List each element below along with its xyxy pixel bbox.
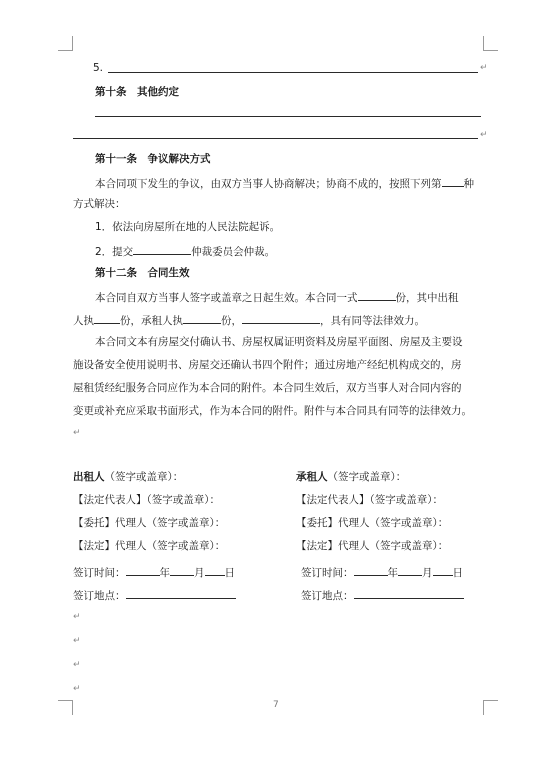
lessor-sign-time-label: 签订时间： [73,567,126,579]
clause-12-p2-line2: 施设备安全使用说明书、房屋交还确认书四个附件；通过房地产经纪机构成交的，房 [73,359,462,371]
lessee-month-label: 月 [422,567,433,579]
lessor-statutory-agent: 【法定】代理人（签字或盖章）： [73,540,226,552]
paragraph-mark: ↵ [73,660,81,670]
clause-10-line-2 [73,138,478,139]
lessee-copies-blank [183,312,221,324]
lessor-sign-place-blank [126,587,236,599]
clause-12-p1-line1 [95,289,459,305]
clause-11-arbitration-blank [133,243,191,255]
clause-11-text-c: 方式解决： [73,198,126,210]
clause-12-p1-line2 [73,312,425,328]
lessee-month-blank [398,564,422,576]
clause-12-p2-line3: 屋租赁经纪服务合同应作为本合同的附件。本合同生效后，双方当事人对合同内容的 [73,382,462,394]
other-copies-blank [242,312,320,324]
lessee-day-blank [433,564,453,576]
lessor-entrusted-agent: 【委托】代理人（签字或盖章）： [73,517,226,529]
clause-10-item5-line [108,72,478,73]
clause-12-title: 第十二条 合同生效 [95,267,190,279]
lessee-day-label: 日 [452,567,463,579]
clause-11-text-b: 种 [463,178,474,190]
lessee-statutory-agent: 【法定】代理人（签字或盖章）： [296,540,449,552]
lessee-sign-time-label: 签订时间： [301,567,354,579]
paragraph-mark: ↵ [73,428,81,438]
lessee-year-blank [354,564,388,576]
copies-total-blank [358,289,396,301]
crop-mark-top-left [58,36,73,51]
lessee-sign-place-label: 签订地点： [301,590,354,602]
lessee-sign-place [301,587,464,603]
clause-10-item5-label: 5. [93,62,104,74]
lessee-sign-place-blank [354,587,464,599]
lessee-sign-time [301,564,463,580]
lessor-month-label: 月 [194,567,205,579]
lessee-year-label: 年 [387,567,398,579]
clause-12-p1-a: 本合同自双方当事人签字或盖章之日起生效。本合同一式 [95,292,358,304]
crop-mark-top-right [483,36,498,51]
clause-12-p2-line1: 本合同文本有房屋交付确认书、房屋权属证明资料及房屋平面图、房屋及主要设 [95,336,463,348]
page-number: 7 [273,700,279,710]
clause-11-text [95,175,474,191]
lessor-day-blank [205,564,225,576]
clause-12-p1-c: 人执 [73,315,94,327]
paragraph-mark: ↵ [73,636,81,646]
lessee-title: 承租人 [296,471,328,483]
lessor-title-note: （签字或盖章）： [104,471,184,483]
clause-11-option-1: 1．依法向房屋所在地的人民法院起诉。 [95,221,281,233]
paragraph-mark: ↵ [73,684,81,694]
paragraph-mark: ↵ [480,63,488,73]
lessor-sign-place [73,587,236,603]
lessor-sign-time [73,564,235,580]
clause-11-text-a: 本合同项下发生的争议，由双方当事人协商解决；协商不成的，按照下列第 [95,178,442,190]
lessor-day-label: 日 [224,567,235,579]
lessor-sign-place-label: 签订地点： [73,590,126,602]
clause-12-p1-b: 份，其中出租 [395,292,459,304]
clause-11-option-2 [95,243,275,259]
clause-11-opt2-a: 2．提交 [95,246,134,258]
paragraph-mark: ↵ [480,130,488,140]
lessor-title-line [73,470,183,484]
lessee-title-line [296,470,406,484]
clause-10-line-1 [95,116,481,117]
lessor-month-blank [170,564,194,576]
clause-11-title: 第十一条 争议解决方式 [95,153,211,165]
lessee-legal-rep: 【法定代表人】（签字或盖章）： [296,494,443,506]
clause-12-p1-d: 份，承租人执 [120,315,183,327]
clause-10-title: 第十条 其他约定 [95,86,179,98]
clause-12-p1-e: 份， [221,315,242,327]
clause-11-choice-blank [442,175,464,187]
clause-12-p1-f: ，具有同等法律效力。 [320,315,425,327]
crop-mark-bottom-left [58,700,73,715]
paragraph-mark: ↵ [73,612,81,622]
lessor-title: 出租人 [73,471,105,483]
lessee-entrusted-agent: 【委托】代理人（签字或盖章）： [296,517,449,529]
crop-mark-bottom-right [483,700,498,715]
lessor-year-blank [126,564,160,576]
lessee-title-note: （签字或盖章）： [327,471,407,483]
clause-12-p2-line4: 变更或补充应采取书面形式，作为本合同的附件。附件与本合同具有同等的法律效力。 [73,405,472,417]
lessor-year-label: 年 [159,567,170,579]
clause-11-opt2-b: 仲裁委员会仲裁。 [191,246,276,258]
lessor-legal-rep: 【法定代表人】（签字或盖章）： [73,494,220,506]
lessor-copies-blank [94,312,120,324]
